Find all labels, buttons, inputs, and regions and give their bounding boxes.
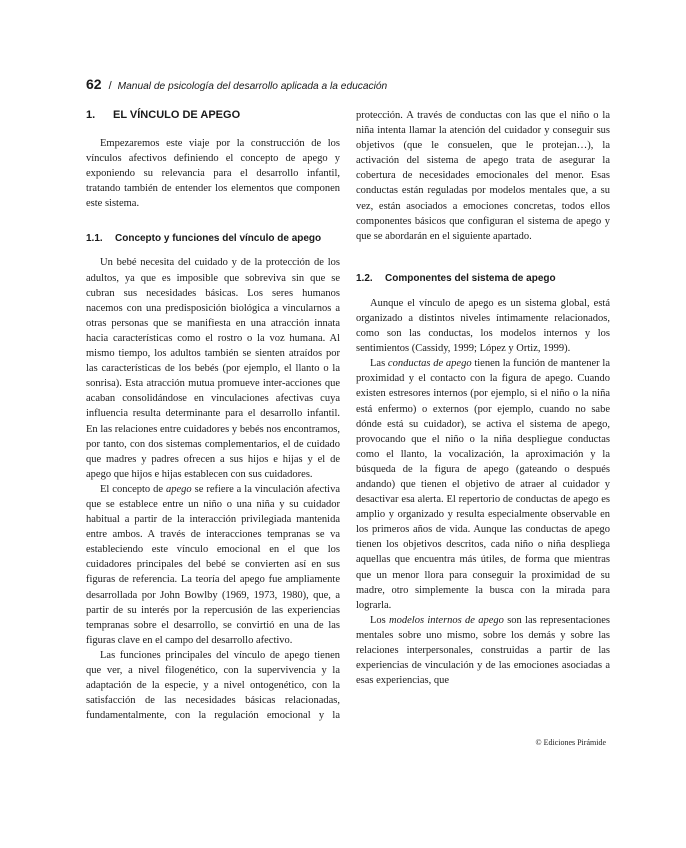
subsection-heading bbox=[356, 272, 610, 286]
continued-text-space bbox=[356, 108, 610, 244]
page-number: 62 bbox=[86, 76, 102, 92]
paragraph: Las funciones principales del vínculo de apego tienen que ver, a nivel filogenético, con la supervivencia y la adaptación de la especie, y a nivel ontogenético, con la satisfacción de las necesidades básicas relacionadas, fundamentalmente, con la regulación emocional y la bbox=[86, 649, 340, 722]
section-heading bbox=[86, 108, 340, 123]
subsection-number: 1.2. bbox=[356, 272, 373, 284]
emphasis: conductas de apego bbox=[387, 358, 472, 370]
running-header bbox=[86, 76, 387, 92]
emphasis: apego bbox=[166, 483, 192, 495]
section-title: EL VÍNCULO DE APEGO bbox=[113, 109, 241, 121]
left-column bbox=[86, 108, 340, 723]
paragraph: Un bebé necesita del cuidado y de la protección de los adultos, ya que es imposible que sobreviva sin que se cubran sus necesidades básicas. Los seres humanos nacemos con una predisposición biológica a vincularnos a otras personas que se manifiesta en una atracción innata hacia características como el rostro o la voz humana. Al mismo tiempo, los adultos también se sienten atraídos por las características de los bebés (por ejemplo, el llanto o la sonrisa). Esta atracción mutua promueve inter-acciones que acaban consolidándose en vinculaciones afectivas cuya influencia resulta determinante para el desarrollo infantil. En las relaciones entre cuidadores y bebés nos encontramos, por tanto, con dos sistemas complementarios, el de cuidado que madres y padres ofrecen a sus hijos e hijas y el de apego que hijos e hijas establecen con sus cuidadores. bbox=[86, 257, 340, 480]
running-title: Manual de psicología del desarrollo aplicada a la educación bbox=[117, 81, 388, 92]
header-separator: / bbox=[108, 80, 112, 92]
section-number: 1. bbox=[86, 109, 96, 121]
subsection-title: Concepto y funciones del vínculo de apego bbox=[115, 233, 322, 245]
copyright-footer: © Ediciones Pirámide bbox=[535, 738, 606, 747]
paragraph: Aunque el vínculo de apego es un sistema global, está organizado a distintos niveles íntimamente relacionados, como son las conductas, los modelos internos y los sentimientos (Cassidy, 1999; López y Ortiz, 1999). bbox=[356, 297, 610, 355]
paragraph: Los modelos internos de apego son las representaciones mentales sobre uno mismo, sobre los demás y sobre las relaciones interpersonales, construidas a partir de las experiencias de vinculación y de las emociones asociadas a esas experiencias, que bbox=[356, 614, 610, 687]
section-intro: Empezaremos este viaje por la construcción de los vínculos afectivos definiendo el concepto de apego y exponiendo su relevancia para el desarrollo infantil, tratando también de entender los elementos que componen este sistema. bbox=[86, 138, 340, 210]
subsection-number: 1.1. bbox=[86, 233, 103, 245]
paragraph-continuation: protección. A través de conductas con las que el niño o la niña intenta llamar la atención del cuidador y conseguir sus objetivos (que le consuelen, que le protejan…), la activación del sistema de apego trata de asegurar la cobertura de necesidades emocionales del menor. Esas conductas están reguladas por modelos mentales que, a su vez, están asociados a emociones concretas, todos ellos componentes básicos que configuran el sistema de apego y que se abordarán en el siguiente apartado. bbox=[356, 110, 610, 242]
subsection-heading bbox=[86, 232, 340, 246]
emphasis: modelos internos de apego bbox=[389, 614, 504, 626]
subsection-title: Componentes del sistema de apego bbox=[385, 272, 556, 284]
paragraph: Las conductas de apego tienen la función de mantener la proximidad y el contacto con la figura de apego. Cuando existen estresores internos (por ejemplo, si el niño o la niña está enfermo) o externos (por ejemplo, cuando no sabe dónde está su cuidador), se activa el sistema de apego, provocando que el niño o la niña despliegue conductas como el llanto, la vocalización, la aproximación y la búsqueda de la figura de apego (gateando o después andando) que tienen el objetivo de atraer al cuidador y desactivar esa alerta. El repertorio de conductas de apego es amplio y organizado y resulta especialmente observable en los primeros años de vida. Aunque las conductas de apego tienen los objetivos descritos, cada niño o niña despliega aquellas que encuentra más útiles, de forma que mientras que un menor llora para conseguir la proximidad de su madre, otro simplemente la busca con la mirada para lograrla. bbox=[356, 358, 610, 611]
right-column bbox=[356, 108, 610, 688]
paragraph: El concepto de apego se refiere a la vinculación afectiva que se establece entre un niño o una niña y su cuidador habitual a partir de la interacción privilegiada mantenida entre ambos. A través de interacciones tempranas se va estableciendo este vínculo emocional en el que los cuidadores principales del bebé se convierten así en sus figuras de referencia. La teoría del apego fue ampliamente desarrollada por John Bowlby (1969, 1973, 1980), que, a partir de su interés por la repercusión de las experiencias tempranas sobre el desarrollo, se convirtió en una de las figuras clave en el campo del desarrollo afectivo. bbox=[86, 483, 340, 646]
